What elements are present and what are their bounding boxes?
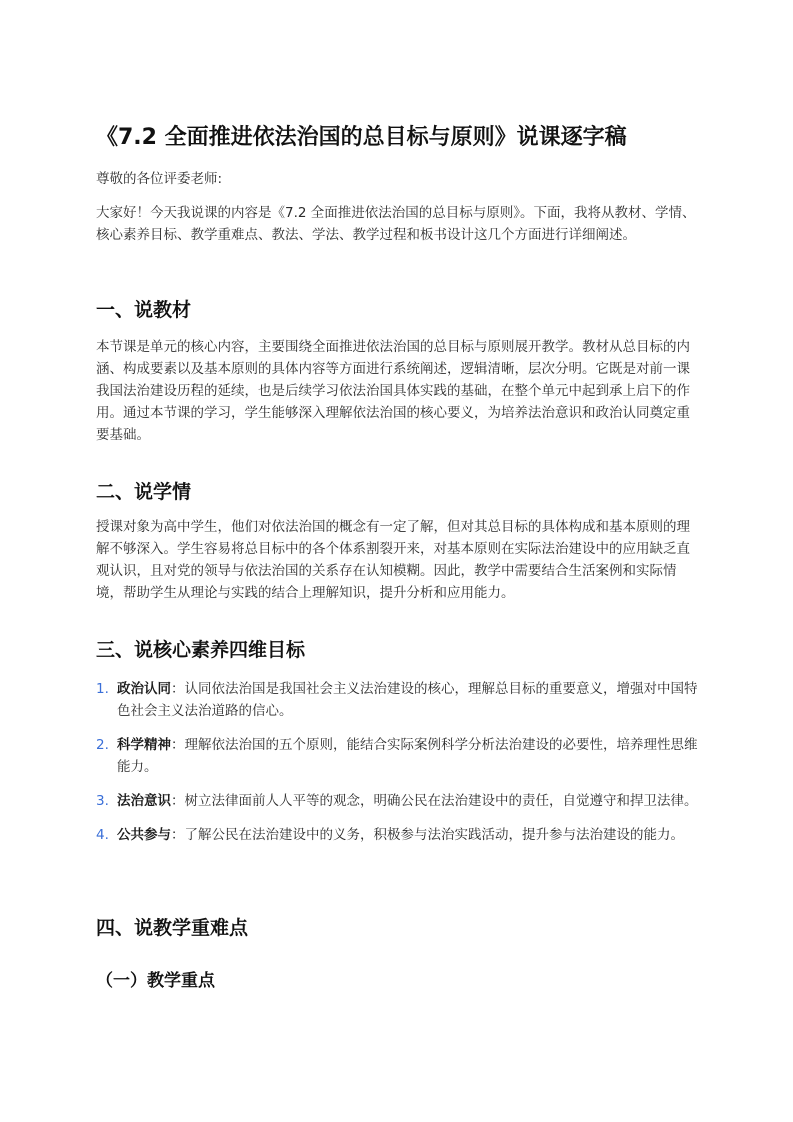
list-item-separator: ： xyxy=(171,793,185,809)
list-item-text: 了解公民在法治建设中的义务，积极参与法治实践活动，提升参与法治建设的能力。 xyxy=(184,827,684,843)
intro-paragraph: 大家好！今天我说课的内容是《7.2 全面推进依法治国的总目标与原则》。下面，我将从教材、学情、核心素养目标、教学重难点、教法、学法、教学过程和板书设计这几个方面进行详细阐述。 xyxy=(96,205,696,243)
list-item-text: 认同依法治国是我国社会主义法治建设的核心，理解总目标的重要意义，增强对中国特色社会主义法治道路的信心。 xyxy=(117,681,698,719)
list-item-separator: ： xyxy=(171,737,185,753)
subsection-heading-teaching-focus: （一）教学重点 xyxy=(96,971,215,991)
list-item-number: 1. xyxy=(96,681,109,697)
list-item-separator: ： xyxy=(171,681,185,697)
list-item-term: 公共参与 xyxy=(117,827,171,843)
list-item-term: 政治认同 xyxy=(117,681,171,697)
list-item xyxy=(96,824,698,846)
list-item xyxy=(96,734,698,778)
list-item-term: 科学精神 xyxy=(117,737,171,753)
list-item xyxy=(96,678,698,722)
greeting-text: 尊敬的各位评委老师: xyxy=(96,171,223,187)
section-heading-students: 二、说学情 xyxy=(96,481,192,503)
list-item-separator: ： xyxy=(171,827,185,843)
section-heading-key-points: 四、说教学重难点 xyxy=(96,917,249,939)
section-paragraph-textbook: 本节课是单元的核心内容，主要围绕全面推进依法治国的总目标与原则展开教学。教材从总目标的内涵、构成要素以及基本原则的具体内容等方面进行系统阐述，逻辑清晰，层次分明。它既是对前一课我国法治建设历程的延续，也是后续学习依法治国具体实践的基础，在整个单元中起到承上启下的作用。通过本节课的学习，学生能够深入理解依法治国的核心要义，为培养法治意识和政治认同奠定重要基础。 xyxy=(96,339,690,443)
list-item-term: 法治意识 xyxy=(117,793,171,809)
list-item-text: 理解依法治国的五个原则，能结合实际案例科学分析法治建设的必要性，培养理性思维能力。 xyxy=(117,737,698,775)
objectives-list xyxy=(96,678,698,858)
list-item xyxy=(96,790,698,812)
list-item-text: 树立法律面前人人平等的观念，明确公民在法治建设中的责任，自觉遵守和捍卫法律。 xyxy=(184,793,698,809)
list-item-number: 2. xyxy=(96,737,109,753)
section-heading-objectives: 三、说核心素养四维目标 xyxy=(96,639,306,661)
section-paragraph-students: 授课对象为高中学生，他们对依法治国的概念有一定了解，但对其总目标的具体构成和基本原则的理解不够深入。学生容易将总目标中的各个体系割裂开来，对基本原则在实际法治建设中的应用缺乏直观认识，且对党的领导与依法治国的关系存在认知模糊。因此，教学中需要结合生活案例和实际情境，帮助学生从理论与实践的结合上理解知识，提升分析和应用能力。 xyxy=(96,519,690,601)
document-title: 《7.2 全面推进依法治国的总目标与原则》说课逐字稿 xyxy=(96,125,627,150)
section-heading-textbook: 一、说教材 xyxy=(96,299,192,321)
list-item-number: 4. xyxy=(96,827,109,843)
list-item-number: 3. xyxy=(96,793,109,809)
